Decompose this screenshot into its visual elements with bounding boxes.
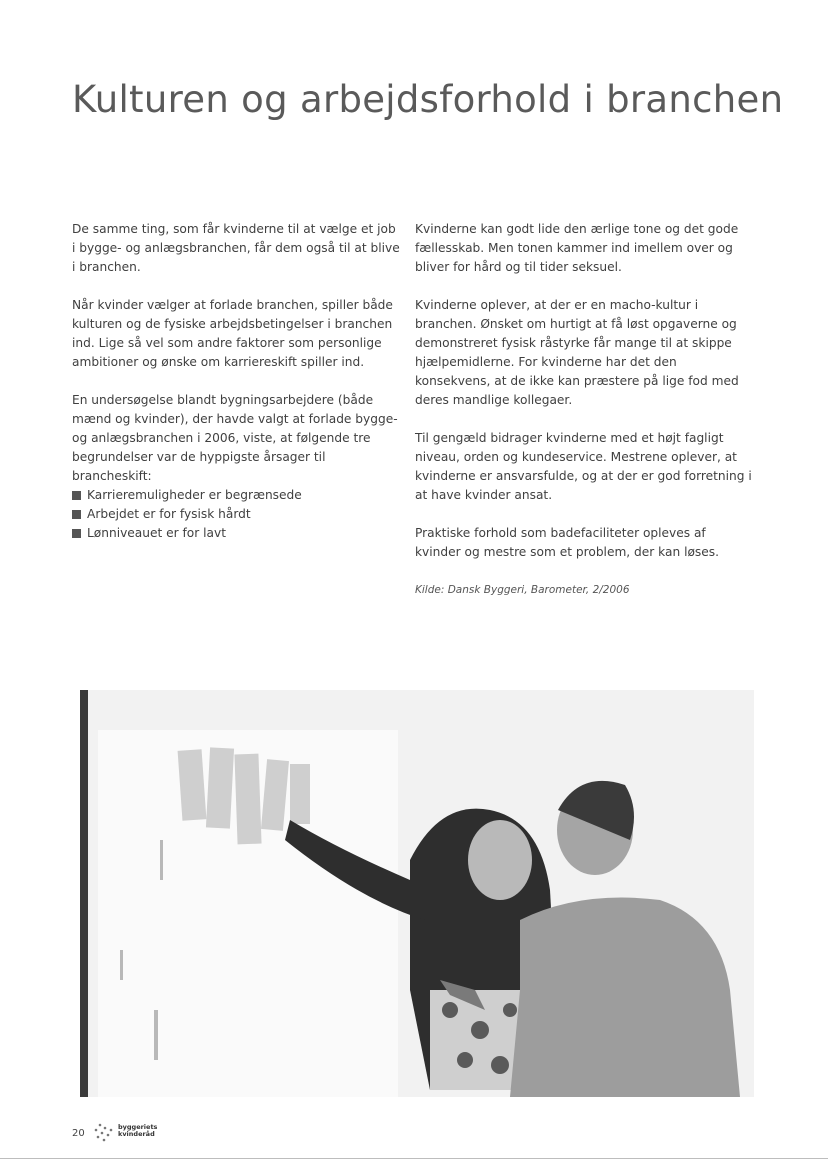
logo-text-line-2: kvinderåd: [118, 1130, 155, 1138]
logo-text-line-1: byggeriets: [118, 1123, 158, 1131]
right-paragraph-4: Praktiske forhold som badefaciliteter opleves af kvinder og mestre som et problem, der kan løses.: [415, 526, 720, 559]
list-item: Karrieremuligheder er begrænsede: [72, 486, 402, 505]
right-paragraph-3: Til gengæld bidrager kvinderne med et højt fagligt niveau, orden og kundeservice. Mestrene oplever, at kvinderne er ansvarsfulde, og at der er god forretning i at have kvinder ansat.: [415, 431, 752, 502]
list-item: Arbejdet er for fysisk hårdt: [72, 505, 402, 524]
right-text-column: [415, 220, 755, 619]
right-paragraph-2: Kvinderne oplever, at der er en macho-kultur i branchen. Ønsket om hurtigt at få løst opgaverne og demonstreret fysisk råstyrke får mange til at skippe hjælpemidlerne. For kvinderne har det den konsekvens, at de ikke kan præstere på lige fod med deres mandlige kollegaer.: [415, 298, 739, 407]
left-paragraph-1: De samme ting, som får kvinderne til at vælge et job i bygge- og anlægsbranchen, får dem også til at blive i branchen.: [72, 222, 400, 274]
left-text-column: [72, 220, 402, 543]
source-citation: Kilde: Dansk Byggeri, Barometer, 2/2006: [415, 584, 630, 596]
left-paragraph-2: Når kvinder vælger at forlade branchen, spiller både kulturen og de fysiske arbejdsbetingelser i branchen ind. Lige så vel som andre faktorer som personlige ambitioner og ønske om karriereskift spiller ind.: [72, 298, 393, 369]
left-paragraph-3: En undersøgelse blandt bygningsarbejdere (både mænd og kvinder), der havde valgt at forlade bygge- og anlægsbranchen i 2006, viste, at følgende tre begrundelser var de hyppigste årsager til brancheskift:: [72, 393, 398, 483]
page-number: 20: [72, 1128, 85, 1139]
photo-illustration: [80, 690, 754, 1097]
page-title: Kulturen og arbejdsforhold i branchen: [72, 78, 784, 121]
list-item: Lønniveauet er for lavt: [72, 524, 402, 543]
right-paragraph-1: Kvinderne kan godt lide den ærlige tone og det gode fællesskab. Men tonen kammer ind imellem over og bliver for hård og til tider seksuel.: [415, 222, 739, 274]
footer-divider: [0, 1158, 828, 1159]
logo-text: [118, 1124, 157, 1138]
reasons-list: [72, 486, 402, 543]
photo-women-at-whiteboard: [80, 690, 754, 1097]
